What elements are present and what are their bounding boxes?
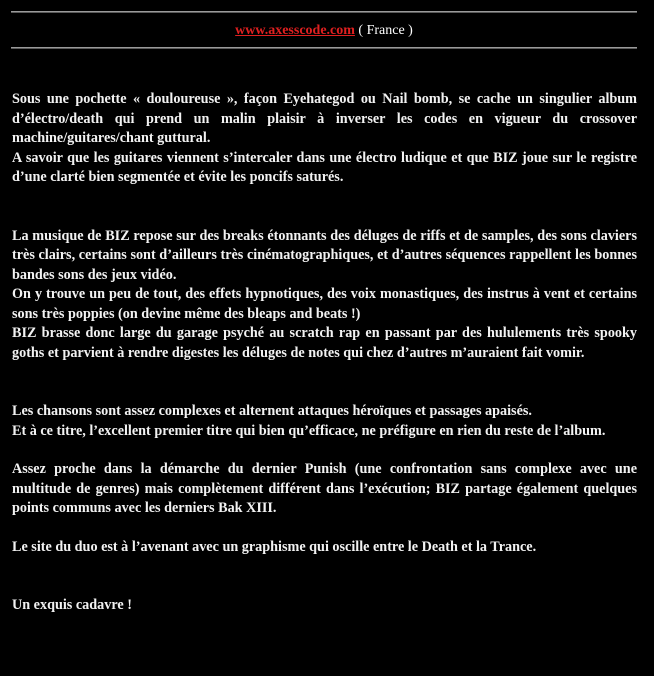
source-line [11,22,637,40]
spacer [12,441,637,460]
paragraph-1b: A savoir que les guitares viennent s’intercaler dans une électro ludique et que BIZ joue sur le registre d’une clarté bien segmentée et évite les poncifs saturés. [12,149,637,185]
paragraph-2a: La musique de BIZ repose sur des breaks étonnants des déluges de riffs et de samples, des sons claviers très clairs, certains sont d’ailleurs très cinématographiques, et d’autres séquences rappellent les bonnes bandes sons des jeux vidéo. [12,227,637,283]
bottom-divider [11,47,637,49]
review-article [12,90,637,616]
paragraph-3b: Et à ce titre, l’excellent premier titre qui bien qu’efficace, ne préfigure en rien du reste de l’album. [12,422,606,439]
source-country: ( France ) [354,23,413,38]
paragraph-2c: BIZ brasse donc large du garage psyché au scratch rap en passant par des hululements très spooky goths et parvient à rendre digestes les déluges de notes qui chez d’autres m’auraient fait vomir. [12,325,637,361]
spacer [12,519,637,538]
source-link[interactable]: www.axesscode.com [235,23,355,38]
paragraph-5: Le site du duo est à l’avenant avec un graphisme qui oscille entre le Death et la Trance. [12,538,537,555]
spacer [12,188,637,227]
paragraph-3a: Les chansons sont assez complexes et alternent attaques héroïques et passages apaisés. [12,403,532,419]
paragraph-4: Assez proche dans la démarche du dernier Punish (une confrontation sans complexe avec une multitude de genres) mais complètement différent dans l’exécution; BIZ partage également quelques points communs avec les derniers Bak XIII. [12,461,637,516]
spacer [12,557,637,596]
paragraph-6: Un exquis cadavre ! [12,597,132,613]
top-divider [11,11,637,13]
paragraph-2b: On y trouve un peu de tout, des effets hypnotiques, des voix monastiques, des instrus à vent et certains sons très poppies (on devine même des bleaps and beats !) [12,286,637,322]
spacer [12,363,637,402]
paragraph-1a: Sous une pochette « douloureuse », façon Eyehategod ou Nail bomb, se cache un singulier album d’électro/death qui prend un malin plaisir à inverser les codes en vigueur du crossover machine/guitares/chant guttural. [12,91,637,146]
